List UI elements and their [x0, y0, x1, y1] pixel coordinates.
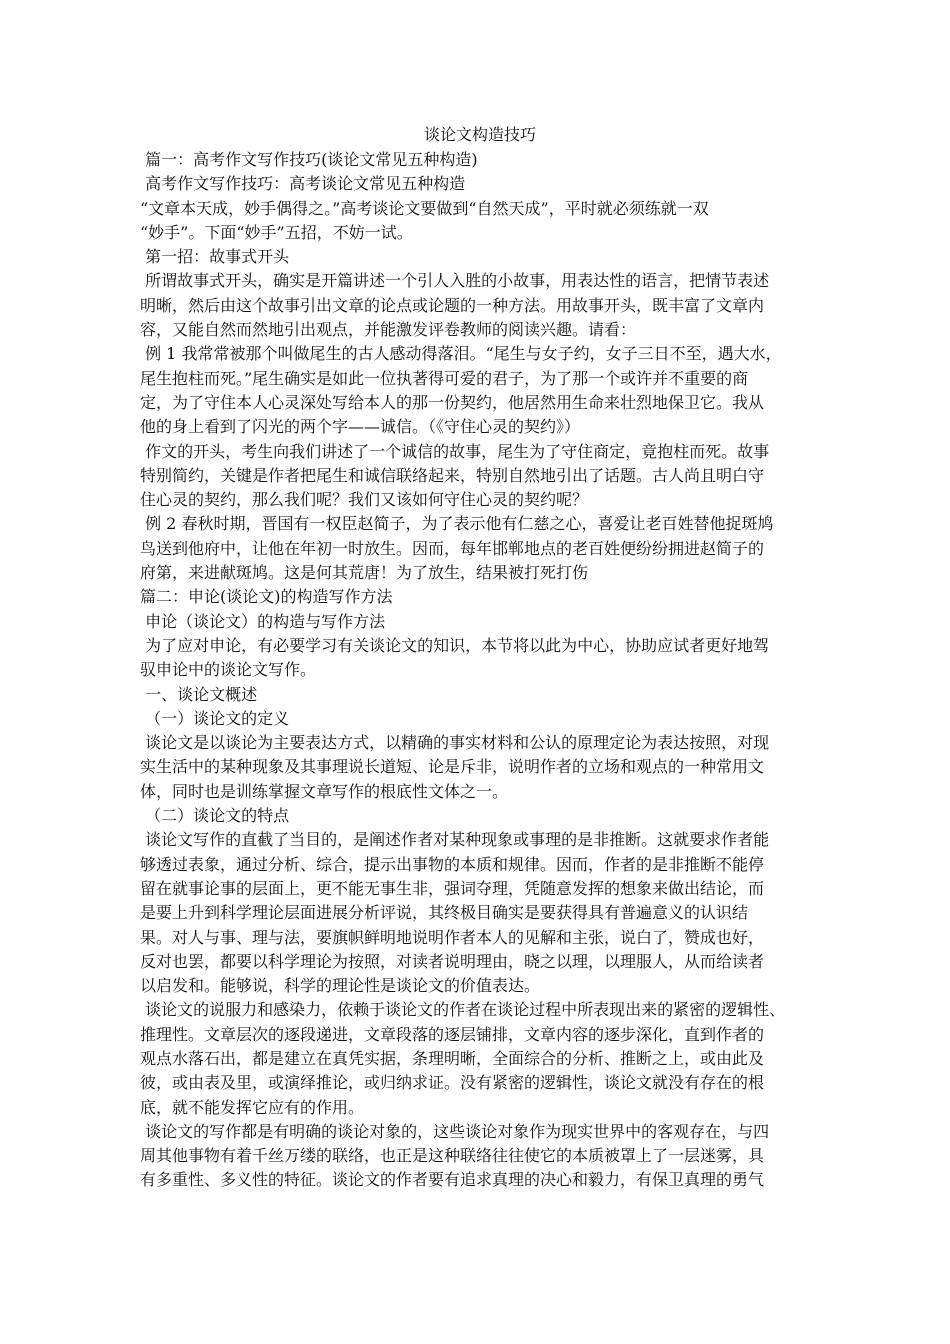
paragraph	[140, 610, 820, 634]
text-line: 谈论文是以谈论为主要表达方式，以精确的事实材料和公认的原理定论为表达按照，对现	[140, 733, 770, 753]
document-title: 谈论文构造技巧	[423, 125, 536, 144]
text-line: 府第，来进献斑鸠。这是何其荒唐！为了放生，结果被打死打伤	[140, 563, 589, 583]
text-line: 够透过表象，通过分析、综合，提示出事物的本质和规律。因而，作者的是非推断不能停	[140, 854, 765, 874]
paragraph	[140, 342, 820, 439]
text-line: 周其他事物有着千丝万缕的联络，也正是这种联络往往使它的本质被罩上了一层迷雾，具	[140, 1146, 765, 1166]
text-line: 住心灵的契约，那么我们呢？我们又该如何守住心灵的契约呢？	[140, 490, 589, 510]
text-line: 有多重性、多义性的特征。谈论文的作者要有追求真理的决心和毅力，有保卫真理的勇气	[140, 1170, 765, 1190]
text-line: 留在就事论事的层面上，更不能无事生非，强词夺理，凭随意发挥的想象来做出结论，而	[140, 878, 765, 898]
paragraph	[140, 998, 820, 1119]
paragraph	[140, 731, 820, 804]
text-line: 驭申论中的谈论文写作。	[140, 660, 317, 680]
text-line: （一）谈论文的定义	[140, 708, 290, 728]
paragraph	[140, 828, 820, 998]
paragraph	[140, 148, 820, 172]
text-line: （二）谈论文的特点	[140, 806, 290, 826]
text-line: 底，就不能发挥它应有的作用。	[140, 1097, 365, 1117]
text-line: 观点水落石出，都是建立在真凭实据，条理明晰，全面综合的分析、推断之上，或由此及	[140, 1048, 765, 1068]
text-line: 例 2 春秋时期，晋国有一权臣赵简子，为了表示他有仁慈之心，喜爱让老百姓替他捉斑鸠	[140, 514, 774, 534]
text-line: 谈论文写作的直截了当目的，是阐述作者对某种现象或事理的是非推断。这就要求作者能	[140, 830, 770, 850]
text-line: 所谓故事式开头，确实是开篇讲述一个引人入胜的小故事，用表达性的语言，把情节表述	[140, 271, 770, 291]
paragraph	[140, 683, 820, 707]
paragraph	[140, 804, 820, 828]
text-line: 特别简约，关键是作者把尾生和诚信联络起来，特别自然地引出了话题。古人尚且明白守	[140, 465, 765, 485]
paragraph	[140, 512, 820, 585]
text-line: 推理性。文章层次的逐段递进，文章段落的逐层铺排，文章内容的逐步深化，直到作者的	[140, 1024, 765, 1044]
text-line: 定，为了守住本人心灵深处写给本人的那一份契约，他居然用生命来壮烈地保卫它。我从	[140, 392, 765, 412]
text-line: 他的身上看到了闪光的两个字——诚信。（《守住心灵的契约》）	[140, 417, 581, 437]
text-line: 篇一：高考作文写作技巧(谈论文常见五种构造)	[140, 150, 478, 169]
text-line: 明晰，然后由这个故事引出文章的论点或论题的一种方法。用故事开头，既丰富了文章内	[140, 295, 765, 315]
paragraph	[140, 440, 820, 513]
text-line: 彼，或由表及里，或演绎推论，或归纳求证。没有紧密的逻辑性，谈论文就没有存在的根	[140, 1073, 765, 1093]
text-line: 篇二：申论(谈论文)的构造写作方法	[140, 587, 393, 607]
text-line: 为了应对申论，有必要学习有关谈论文的知识，本节将以此为中心，协助应试者更好地驾	[140, 635, 770, 655]
text-line: 谈论文的说服力和感染力，依赖于谈论文的作者在谈论过程中所表现出来的紧密的逻辑性、	[140, 1000, 786, 1020]
paragraph	[140, 1120, 820, 1193]
text-line: 是要上升到科学理论层面进展分析评说，其终极目确实是要获得具有普遍意义的认识结	[140, 903, 749, 923]
text-line: 第一招：故事式开头	[140, 247, 290, 267]
paragraph	[140, 269, 820, 342]
paragraph	[140, 172, 820, 196]
paragraph	[140, 245, 820, 269]
paragraph	[140, 585, 820, 609]
text-line: 例 1 我常常被那个叫做尾生的古人感动得落泪。“尾生与女子约，女子三日不至，遇大水，	[140, 344, 782, 364]
paragraph	[140, 707, 820, 731]
paragraph	[140, 197, 820, 246]
text-line: 作文的开头，考生向我们讲述了一个诚信的故事，尾生为了守住商定，竟抱柱而死。故事	[140, 441, 770, 461]
text-line: 以启发和。能够说，科学的理论性是谈论文的价值表达。	[140, 976, 541, 996]
document-page	[140, 122, 820, 1193]
text-line: 尾生抱柱而死。”尾生确实是如此一位执著得可爱的君子，为了那一个或许并不重要的商	[140, 368, 749, 388]
text-line: 鸟送到他府中，让他在年初一时放生。因而，每年邯郸地点的老百姓便纷纷拥进赵简子的	[140, 538, 765, 558]
text-line: “文章本天成，妙手偶得之。”高考谈论文要做到“自然天成”，平时就必须练就一双	[140, 198, 709, 218]
text-line: 申论（谈论文）的构造与写作方法	[140, 611, 386, 631]
text-line: 谈论文的写作都是有明确的谈论对象的，这些谈论对象作为现实世界中的客观存在，与四	[140, 1121, 770, 1141]
text-line: “妙手”。下面“妙手”五招，不妨一试。	[140, 222, 413, 242]
text-line: 实生活中的某种现象及其事理说长道短、论是斥非，说明作者的立场和观点的一种常用文	[140, 757, 765, 777]
text-line: 果。对人与事、理与法，要旗帜鲜明地说明作者本人的见解和主张，说白了，赞成也好，	[140, 927, 765, 947]
paragraph	[140, 634, 820, 683]
text-line: 高考作文写作技巧：高考谈论文常见五种构造	[140, 174, 466, 194]
text-line: 容，又能自然而然地引出观点，并能激发评卷教师的阅读兴趣。请看：	[140, 320, 637, 340]
text-line: 一、谈论文概述	[140, 684, 258, 704]
document-body	[140, 148, 820, 1193]
text-line: 反对也罢，都要以科学理论为按照，对读者说明理由，晓之以理，以理服人，从而给读者	[140, 951, 765, 971]
text-line: 体，同时也是训练掌握文章写作的根底性文体之一。	[140, 781, 509, 801]
